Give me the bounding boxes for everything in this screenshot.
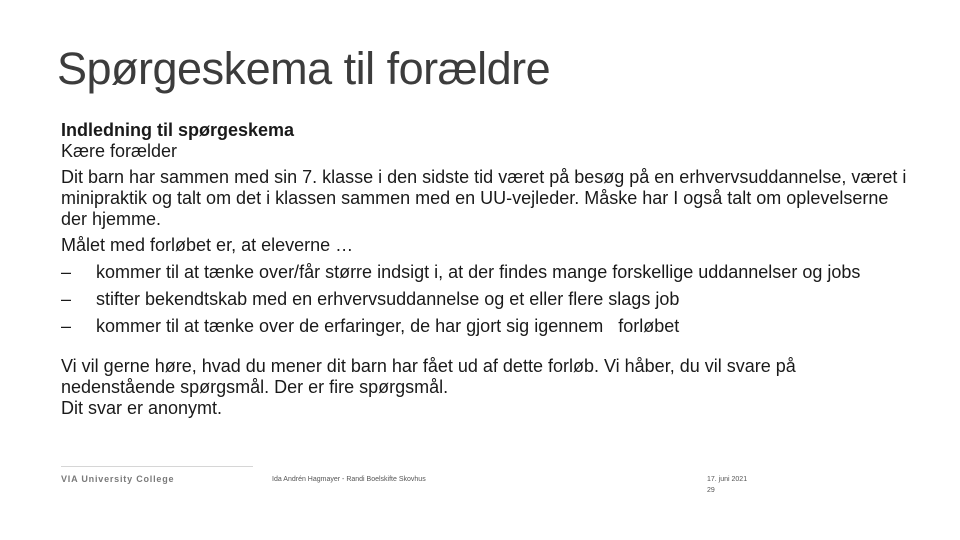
dash-bullet: – bbox=[61, 262, 72, 283]
goal-text: kommer til at tænke over de erfaringer, de har gjort sig igennem forløbet bbox=[96, 315, 680, 336]
footer-divider bbox=[61, 466, 253, 467]
closing-paragraph: Vi vil gerne høre, hvad du mener dit barn har fået ud af dette forløb. Vi håber, du vil svare på nedenstående spørgsmål. Der er fire spørgsmål. bbox=[61, 356, 796, 397]
intro-heading: Indledning til spørgeskema bbox=[61, 120, 295, 140]
page-number: 29 bbox=[707, 487, 715, 494]
dash-bullet: – bbox=[61, 288, 72, 309]
list-item bbox=[61, 262, 911, 283]
list-item bbox=[61, 316, 911, 337]
goal-list bbox=[61, 262, 911, 336]
footer-authors: Ida Andrén Hagmayer - Randi Boelskifte Skovhus bbox=[272, 476, 426, 483]
slide-title: Spørgeskema til forældre bbox=[57, 43, 551, 94]
goal-text: kommer til at tænke over/får større indsigt i, at der findes mange forskellige uddannelser og jobs bbox=[96, 262, 861, 283]
anonymous-note: Dit svar er anonymt. bbox=[61, 397, 223, 418]
greeting: Kære forælder bbox=[61, 140, 178, 161]
dash-bullet: – bbox=[61, 315, 72, 336]
slide-body bbox=[61, 120, 911, 418]
slide-footer bbox=[0, 472, 960, 502]
intro-paragraph: Dit barn har sammen med sin 7. klasse i den sidste tid været på besøg på en erhvervsuddannelse, været i minipraktik og talt om det i klassen sammen med en UU-vejleder. Måske har I også talt om oplevelserne der hjemme. bbox=[61, 167, 907, 229]
list-item bbox=[61, 289, 911, 310]
goal-text: stifter bekendtskab med en erhvervsuddannelse og et eller flere slags job bbox=[96, 288, 680, 309]
footer-date: 17. juni 2021 bbox=[707, 476, 748, 483]
spacer bbox=[61, 342, 911, 356]
via-logo: VIA University College bbox=[61, 474, 175, 484]
goal-intro: Målet med forløbet er, at eleverne … bbox=[61, 235, 354, 256]
